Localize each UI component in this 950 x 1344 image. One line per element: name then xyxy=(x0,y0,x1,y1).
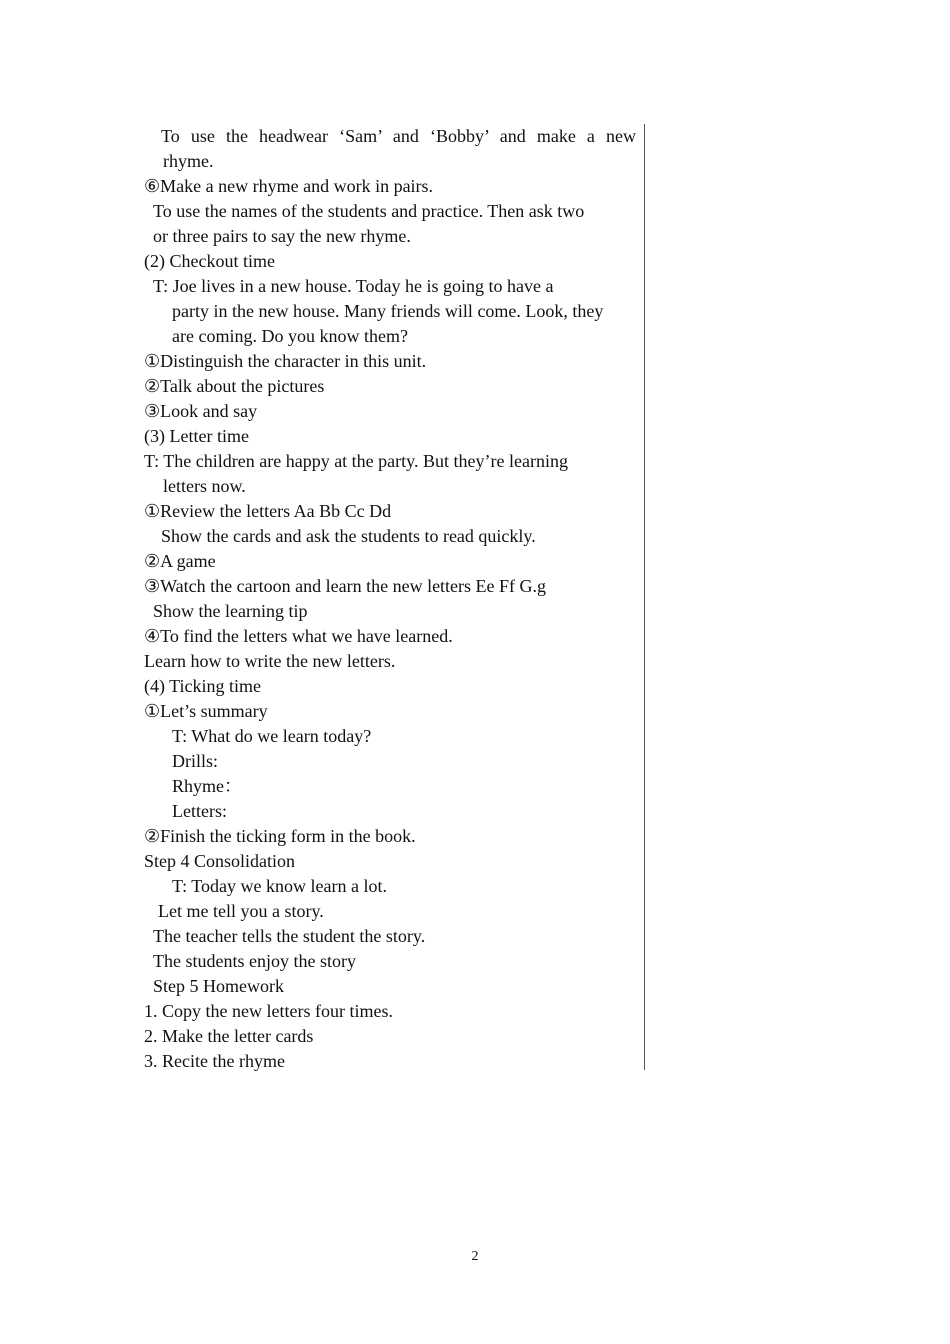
text-line: letters now. xyxy=(163,476,246,496)
text-line: (2) Checkout time xyxy=(144,251,275,271)
text-line: ⑥Make a new rhyme and work in pairs. xyxy=(144,176,434,196)
text-line: (3) Letter time xyxy=(144,426,249,446)
text-line: party in the new house. Many friends will come. Look, they xyxy=(172,301,604,321)
text-line: rhyme. xyxy=(163,151,214,171)
text-line: Show the cards and ask the students to read quickly. xyxy=(161,526,536,546)
text-line: T: What do we learn today? xyxy=(172,726,372,746)
page-number: 2 xyxy=(471,1249,479,1264)
text-line: T: Joe lives in a new house. Today he is going to have a xyxy=(153,276,554,296)
text-line: or three pairs to say the new rhyme. xyxy=(153,226,411,246)
text-line: The teacher tells the student the story. xyxy=(153,926,426,946)
text-line: ③Watch the cartoon and learn the new letters Ee Ff G.g xyxy=(144,576,547,596)
text-line: ①Distinguish the character in this unit. xyxy=(144,351,427,371)
text-line: To use the names of the students and practice. Then ask two xyxy=(153,201,585,221)
text-line: ①Let’s summary xyxy=(144,701,268,721)
text-line: T: The children are happy at the party. But they’re learning xyxy=(144,451,568,471)
text-line: ③Look and say xyxy=(144,401,258,421)
text-line: Show the learning tip xyxy=(153,601,308,621)
text-line: are coming. Do you know them? xyxy=(172,326,408,346)
text-line: To use the headwear ‘Sam’ and ‘Bobby’ and make a new xyxy=(161,126,636,146)
text-line: (4) Ticking time xyxy=(144,676,262,696)
text-line: 2. Make the letter cards xyxy=(144,1026,314,1046)
text-line: ②Talk about the pictures xyxy=(144,376,325,396)
text-line: T: Today we know learn a lot. xyxy=(172,876,387,896)
text-line: ②A game xyxy=(144,551,216,571)
text-line: Drills: xyxy=(172,751,219,771)
text-line: Step 4 Consolidation xyxy=(144,851,296,871)
lesson-plan-column xyxy=(144,124,636,1074)
table-right-border xyxy=(644,124,645,1070)
text-line: Rhyme： xyxy=(172,776,242,796)
text-line: ①Review the letters Aa Bb Cc Dd xyxy=(144,501,392,521)
text-line: Letters: xyxy=(172,801,227,821)
text-line: 3. Recite the rhyme xyxy=(144,1051,285,1071)
text-line: 1. Copy the new letters four times. xyxy=(144,1001,393,1021)
text-line: Step 5 Homework xyxy=(153,976,284,996)
text-line: The students enjoy the story xyxy=(153,951,356,971)
text-line: Learn how to write the new letters. xyxy=(144,651,396,671)
text-line: Let me tell you a story. xyxy=(158,901,324,921)
text-line: ②Finish the ticking form in the book. xyxy=(144,826,416,846)
text-line: ④To find the letters what we have learned. xyxy=(144,626,453,646)
